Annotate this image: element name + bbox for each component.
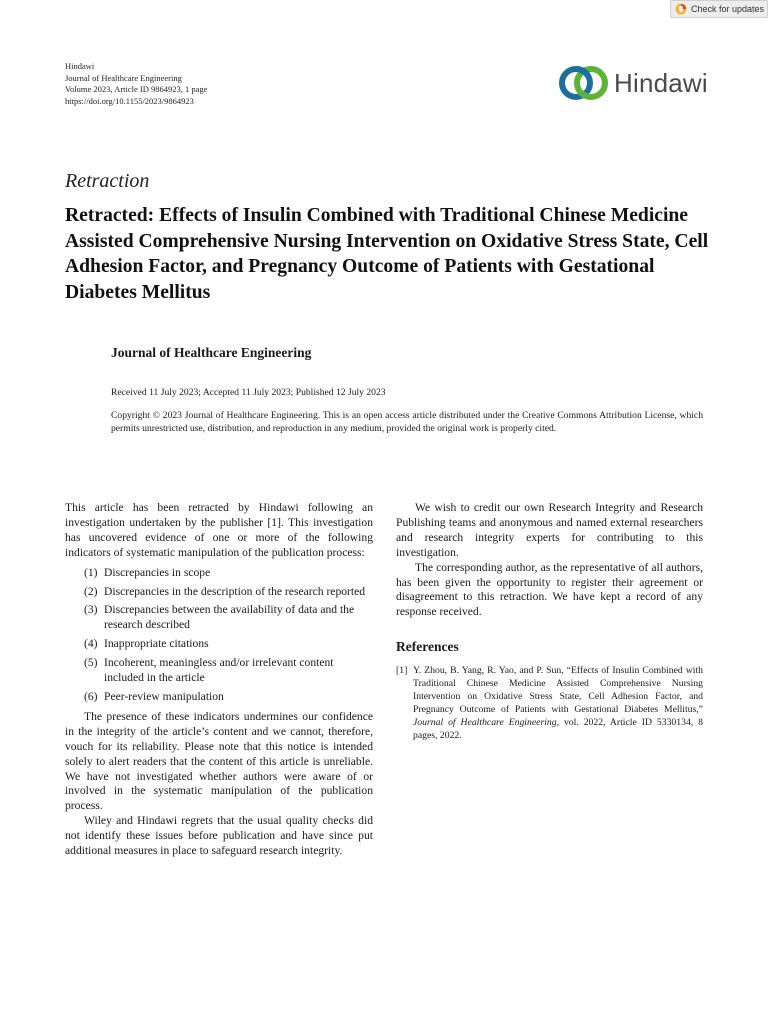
body-paragraph: Wiley and Hindawi regrets that the usual quality checks did not identify these issues before publication and have since put additional measures in place to safeguard research integrity. <box>65 814 373 858</box>
body-paragraph: The presence of these indicators undermines our confidence in the integrity of the article’s content and we cannot, therefore, vouch for its reliability. Please note that this notice is intended solely to alert readers that the content of this article is unreliable. We have not investigated whether authors were aware of or involved in the systematic manipulation of the publication process. <box>65 709 373 813</box>
doi-link[interactable]: https://doi.org/10.1155/2023/9864923 <box>65 95 194 106</box>
article-type: Retraction <box>65 170 150 192</box>
volume-line: Volume 2023, Article ID 9864923, 1 page <box>65 84 208 94</box>
reference-item <box>396 665 703 742</box>
check-for-updates-button[interactable] <box>670 0 768 18</box>
list-item: (2) Discrepancies in the description of the research reported <box>84 584 366 598</box>
journal-name: Journal of Healthcare Engineering <box>65 72 182 83</box>
list-item: (3) Discrepancies between the availability of data and the research described <box>84 603 355 632</box>
list-item: (6) Peer-review manipulation <box>84 689 224 703</box>
check-for-updates-label: Check for updates <box>691 4 765 14</box>
reference-number: [1] <box>396 665 408 677</box>
left-column <box>65 501 373 859</box>
copyright-notice: Copyright © 2023 Journal of Healthcare Engineering. This is an open access article distributed under the Creative Commons Attribution License, which permits unrestricted use, distribution, and reproduction in any medium, provided the original work is properly cited. <box>111 410 703 435</box>
article-title: Retracted: Effects of Insulin Combined with Traditional Chinese Medicine Assisted Comprehensive Nursing Intervention on Oxidative Stress State, Cell Adhesion Factor, and Pregnancy Outcome of Patients with Gestational Diabetes Mellitus <box>65 205 709 303</box>
publication-dates: Received 11 July 2023; Accepted 11 July 2023; Published 12 July 2023 <box>111 387 386 398</box>
hindawi-logo <box>558 63 708 103</box>
reference-journal: Journal of Healthcare Engineering <box>413 716 557 728</box>
reference-text: Y. Zhou, B. Yang, R. Yao, and P. Sun, “Effects of Insulin Combined with Traditional Chinese Medicine Assisted Comprehensive Nursing Intervention on Oxidative Stress State, Cell Adhesion Factor, and Pregnancy Outcome of Patients with Gestational Diabetes Mellitus,” Journal of Healthcare Engineering, vol. 2022, Article ID 5330134, 8 pages, 2022. <box>413 665 703 741</box>
indicator-list <box>65 566 373 705</box>
check-for-updates-icon <box>675 3 687 15</box>
publisher-name: Hindawi <box>65 61 95 71</box>
list-item: (5) Incoherent, meaningless and/or irrelevant content included in the article <box>84 656 334 685</box>
right-column <box>396 501 703 743</box>
list-item: (1) Discrepancies in scope <box>84 565 211 579</box>
list-item: (4) Inappropriate citations <box>84 637 209 651</box>
body-paragraph: The corresponding author, as the representative of all authors, has been given the opportunity to register their agreement or disagreement to this retraction. We have kept a record of any response received. <box>396 560 703 619</box>
body-paragraph: This article has been retracted by Hindawi following an investigation undertaken by the publisher [1]. This investigation has uncovered evidence of one or more of the following indicators of systematic manipulation of the publication process: <box>65 501 373 559</box>
references-heading: References <box>396 639 459 655</box>
hindawi-rings-icon <box>558 63 610 103</box>
body-paragraph: We wish to credit our own Research Integrity and Research Publishing teams and anonymous and named external researchers and research integrity experts for contributing to this investigation. <box>396 501 703 559</box>
article-author: Journal of Healthcare Engineering <box>111 345 312 360</box>
logo-wordmark: Hindawi <box>614 67 708 98</box>
article-meta <box>65 61 207 107</box>
